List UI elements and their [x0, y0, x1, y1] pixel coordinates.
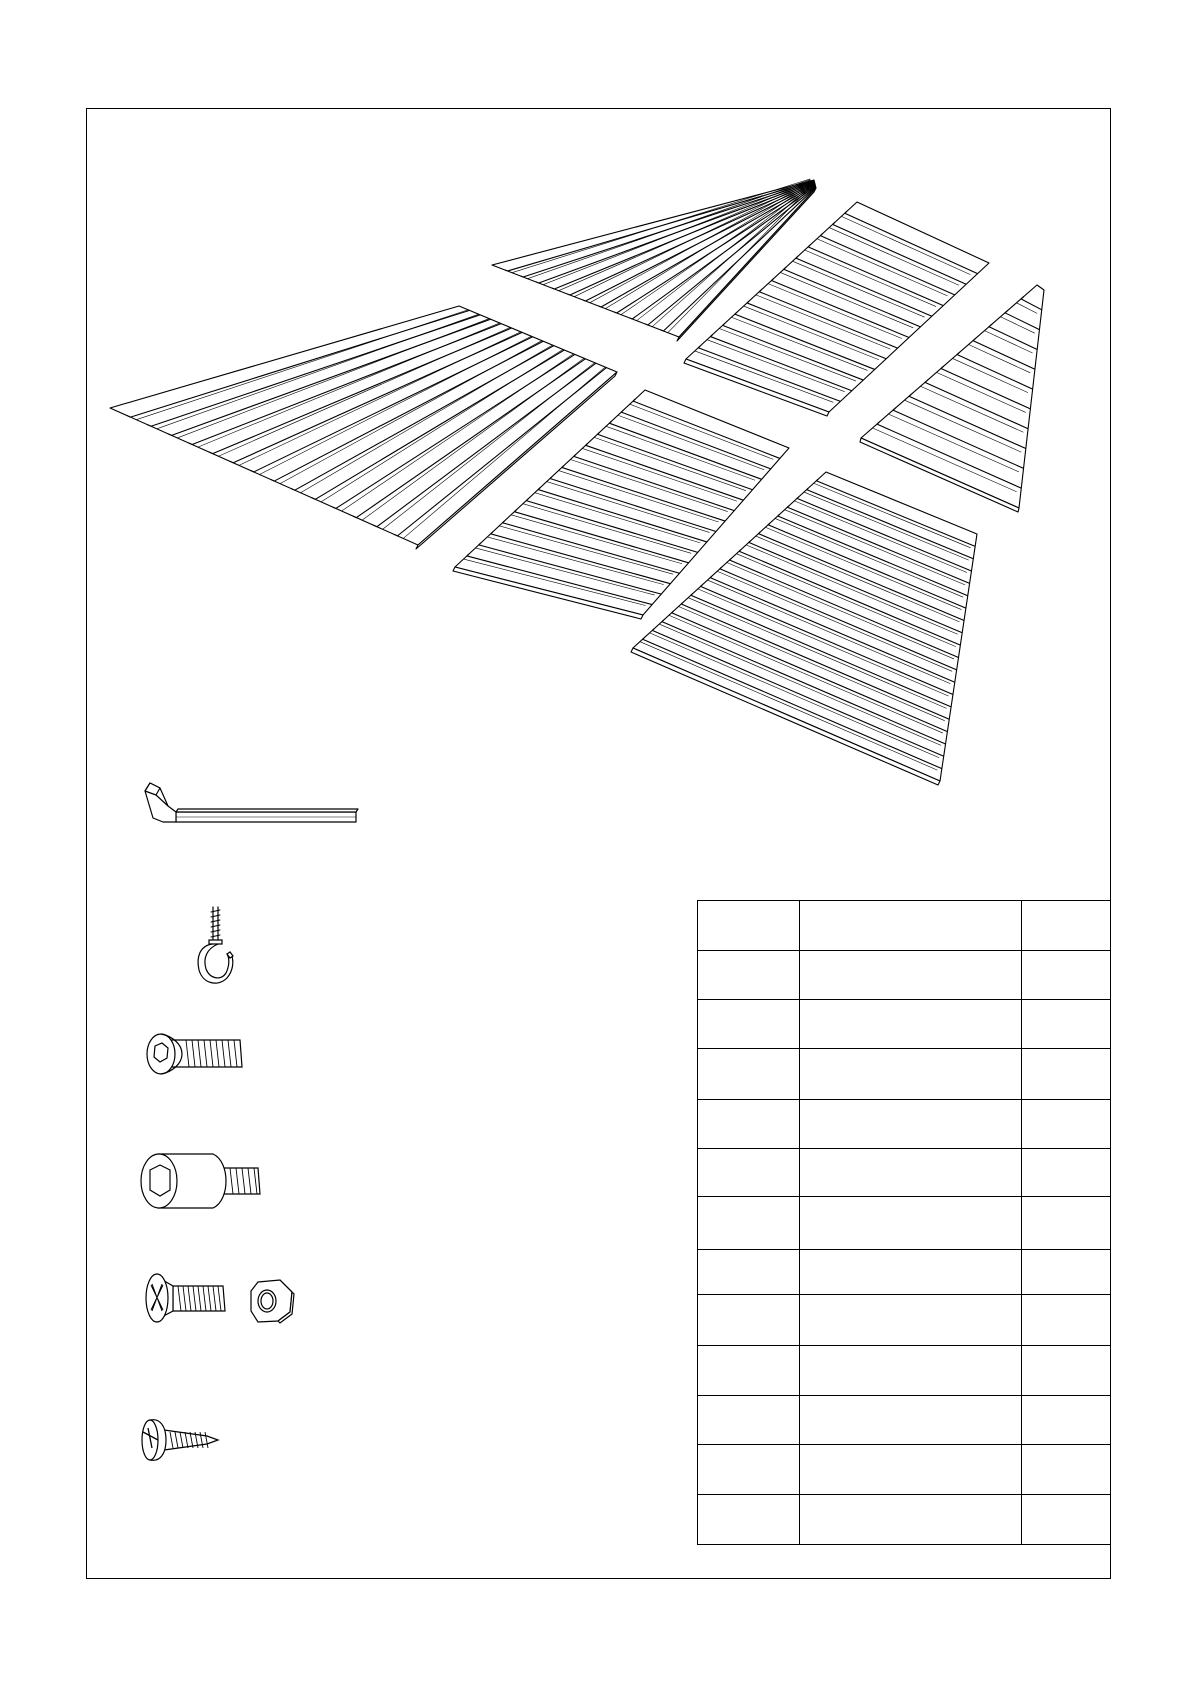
part-quantity-cell [1022, 1000, 1112, 1049]
part-description-cell [800, 1346, 1022, 1396]
part-number-cell [698, 1197, 800, 1250]
part-number-cell [698, 951, 800, 1000]
part-description-cell [800, 951, 1022, 1000]
part-number-cell [698, 1346, 800, 1396]
part-quantity-cell [1022, 1197, 1112, 1250]
table-row [698, 1149, 1112, 1197]
part-quantity-cell [1022, 1100, 1112, 1149]
table-row [698, 1295, 1112, 1346]
part-quantity-cell [1022, 901, 1112, 951]
hex-key-icon [145, 783, 358, 822]
parts-list-table [697, 900, 1111, 1545]
part-number-cell [698, 901, 800, 951]
table-row [698, 951, 1112, 1000]
table-row [698, 1346, 1112, 1396]
part-description-cell [800, 1495, 1022, 1545]
part-quantity-cell [1022, 1250, 1112, 1295]
part-number-cell [698, 1495, 800, 1545]
screw-hook-icon [198, 907, 233, 983]
part-quantity-cell [1022, 1295, 1112, 1346]
table-row [698, 1495, 1112, 1545]
table-row [698, 1396, 1112, 1445]
socket-cap-bolt-icon [141, 1154, 260, 1208]
part-number-cell [698, 1445, 800, 1495]
part-description-cell [800, 1197, 1022, 1250]
part-number-cell [698, 1000, 800, 1049]
part-quantity-cell [1022, 951, 1112, 1000]
part-description-cell [800, 1396, 1022, 1445]
table-row [698, 1049, 1112, 1100]
table-row [698, 1000, 1112, 1049]
part-quantity-cell [1022, 1445, 1112, 1495]
part-number-cell [698, 1396, 800, 1445]
table-row [698, 1197, 1112, 1250]
part-quantity-cell [1022, 1049, 1112, 1100]
part-number-cell [698, 1149, 800, 1197]
part-quantity-cell [1022, 1396, 1112, 1445]
button-head-bolt-icon [147, 1034, 242, 1074]
phillips-flat-head-bolt-icon [146, 1274, 225, 1322]
part-description-cell [800, 1250, 1022, 1295]
part-quantity-cell [1022, 1495, 1112, 1545]
part-number-cell [698, 1295, 800, 1346]
pan-head-self-tapping-screw-icon [142, 1420, 218, 1461]
part-description-cell [800, 1100, 1022, 1149]
part-description-cell [800, 1049, 1022, 1100]
part-number-cell [698, 1049, 800, 1100]
part-quantity-cell [1022, 1346, 1112, 1396]
part-description-cell [800, 1149, 1022, 1197]
part-number-cell [698, 1250, 800, 1295]
table-row [698, 1100, 1112, 1149]
hex-nut-icon [251, 1280, 294, 1323]
table-row [698, 1445, 1112, 1495]
part-number-cell [698, 1100, 800, 1149]
part-description-cell [800, 901, 1022, 951]
part-description-cell [800, 1000, 1022, 1049]
part-description-cell [800, 1445, 1022, 1495]
part-description-cell [800, 1295, 1022, 1346]
part-quantity-cell [1022, 1149, 1112, 1197]
table-row [698, 901, 1112, 951]
table-row [698, 1250, 1112, 1295]
